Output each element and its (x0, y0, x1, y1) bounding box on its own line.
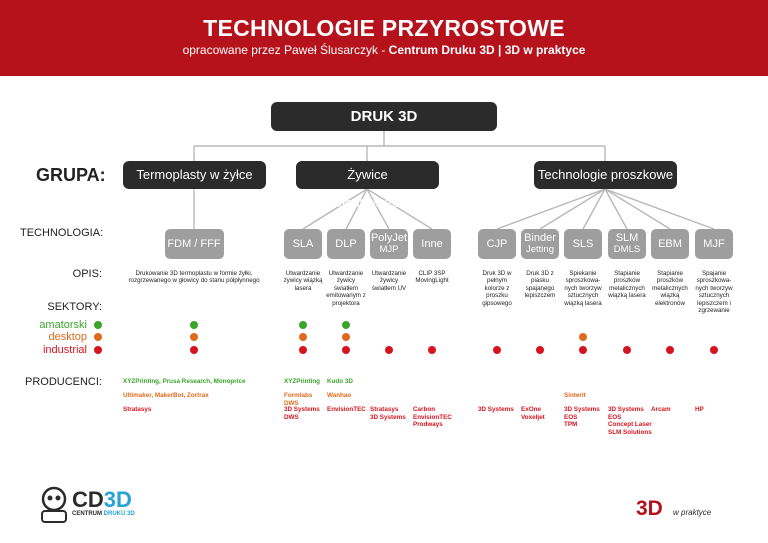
logo-3d-text: 3D (636, 497, 663, 520)
producer-orange: Formlabs DWS (284, 392, 313, 407)
sector-dot (579, 346, 587, 354)
producer-orange: Wanhao (327, 392, 352, 399)
row-label-opis: OPIS: (72, 268, 102, 280)
logo-3d-w-praktyce (636, 497, 736, 523)
sector-dot (536, 346, 544, 354)
sector-dot (190, 333, 198, 341)
tech-node (695, 229, 733, 259)
tech-label: SLM (615, 232, 639, 244)
group-zywice: Żywice światłoutwardzalne (296, 161, 439, 189)
subtitle-author: opracowane przez Paweł Ślusarczyk - (182, 43, 389, 57)
sector-legend-dot (94, 333, 102, 341)
producer-green: Kudo 3D (327, 378, 353, 385)
tech-node (651, 229, 689, 259)
sector-dot (493, 346, 501, 354)
producer-red: Stratasys (123, 406, 152, 413)
tech-node (165, 229, 224, 259)
producer-red: 3D Systems DWS (284, 406, 320, 421)
logo-cd3d-text (72, 487, 132, 513)
sector-dot (710, 346, 718, 354)
group-proszkowe: Technologie proszkowe (534, 161, 677, 189)
tech-description: Spajanie sproszkowa-nych tworzyw sztucznych lepiszczem i zgrzewanie (695, 270, 733, 315)
tech-label: Inne (421, 238, 443, 250)
producer-red: 3D Systems EOS TPM (564, 406, 600, 428)
producer-red: 3D Systems (478, 406, 514, 413)
tech-node (370, 229, 408, 259)
tech-description: CLIP 3SP MovingLight (415, 270, 449, 285)
tech-label: EBM (658, 238, 682, 250)
tech-node (521, 229, 559, 259)
producer-green: XYZPrinting (284, 378, 321, 385)
tech-description: Spiekanie sproszkowa-nych tworzyw sztucznych wiązką lasera (564, 270, 602, 307)
producer-red: Stratasys 3D Systems (370, 406, 406, 421)
producer-red: Arcam (651, 406, 671, 413)
row-label-grupa: GRUPA: (36, 165, 106, 185)
sector-dot (342, 346, 350, 354)
producer-red: EnvisionTEC (327, 406, 366, 413)
producer-orange: Ultimaker, MakerBot, Zortrax (123, 392, 209, 399)
tech-label: PolyJet (370, 232, 408, 244)
producer-red: 3D Systems EOS Concept Laser SLM Solutions (608, 406, 652, 436)
producer-green: XYZPrinting, Prusa Research, Monoprice (123, 378, 246, 385)
tech-label: DLP (335, 238, 357, 250)
sector-legend-dot (94, 346, 102, 354)
tech-node (608, 229, 646, 259)
tech-label: Binder (524, 232, 556, 244)
sector-dot (623, 346, 631, 354)
sector-label: industrial (42, 344, 87, 356)
group-termoplasty: Termoplasty w żyłce (123, 161, 266, 189)
sector-dot (666, 346, 674, 354)
root-node: DRUK 3D (271, 102, 497, 131)
sector-dot (299, 346, 307, 354)
sector-dot (385, 346, 393, 354)
subtitle-brand: Centrum Druku 3D | 3D w praktyce (388, 43, 586, 57)
tech-label: SLS (572, 238, 594, 250)
sector-dot (428, 346, 436, 354)
tech-label: SLA (292, 238, 314, 250)
sector-label: amatorski (39, 319, 87, 331)
logo-sub-a: CENTRUM (72, 511, 104, 517)
producer-orange: Sinterit (564, 392, 586, 399)
sector-dot (299, 333, 307, 341)
robot-mascot-icon (38, 485, 70, 525)
tech-node (284, 229, 322, 259)
sector-dot (190, 346, 198, 354)
sector-dot (342, 333, 350, 341)
tech-description: Druk 3D z piasku spajanego lepiszczem (524, 270, 556, 300)
logo-3d-part: 3D (103, 487, 132, 512)
tech-label-secondary: MJP (379, 244, 399, 255)
tech-description: Stapianie proszków metalicznych wiązką lasera (608, 270, 646, 300)
sector-dot (299, 321, 307, 329)
logo-cd3d-subtext (72, 511, 135, 517)
page-title: TECHNOLOGIE PRZYROSTOWE (203, 15, 565, 41)
tech-description: Drukowanie 3D termoplastu w formie żyłki, rozgrzewanego w głowicy do stanu półpłynnego (128, 270, 260, 285)
producer-red: ExOne Voxeljet (521, 406, 545, 421)
tech-node (413, 229, 451, 259)
sector-dot (190, 321, 198, 329)
sector-dot (342, 321, 350, 329)
producer-red: Carbon EnvisionTEC Prodways (413, 406, 452, 428)
row-label-producenci: PRODUCENCI: (24, 376, 102, 388)
row-label-technologia: TECHNOLOGIA: (20, 227, 104, 239)
tech-description: Utwardzanie żywicy wiązką lasera (283, 270, 323, 292)
tech-node (327, 229, 365, 259)
row-label-sektory: SEKTORY: (47, 301, 102, 313)
tech-description: Utwardzanie żywicy światłem emitowanym z projektora (326, 270, 366, 307)
sector-label: desktop (48, 331, 87, 343)
tech-label: MJF (703, 238, 725, 250)
logo-sub-b: DRUKU 3D (103, 511, 135, 517)
sector-legend-dot (94, 321, 102, 329)
logo-cd3d (38, 485, 138, 525)
tech-description: Stapianie proszków metalicznych wiązką elektronów (652, 270, 688, 307)
tech-node (478, 229, 516, 259)
tech-node (564, 229, 602, 259)
tech-label: CJP (486, 238, 508, 250)
tech-label-secondary: Jetting (525, 244, 554, 255)
producer-red: HP (695, 406, 704, 413)
logo-cd-part: CD (72, 487, 104, 512)
sector-dot (579, 333, 587, 341)
tech-label-secondary: DMLS (613, 244, 641, 255)
tech-description: Utwardzanie żywicy światłem UV (371, 270, 407, 292)
logo-w-praktyce-text: w praktyce (673, 508, 712, 517)
tech-description: Druk 3D w pełnym kolorze z proszku gipsowego (482, 270, 512, 307)
tech-label: FDM / FFF (167, 238, 221, 250)
